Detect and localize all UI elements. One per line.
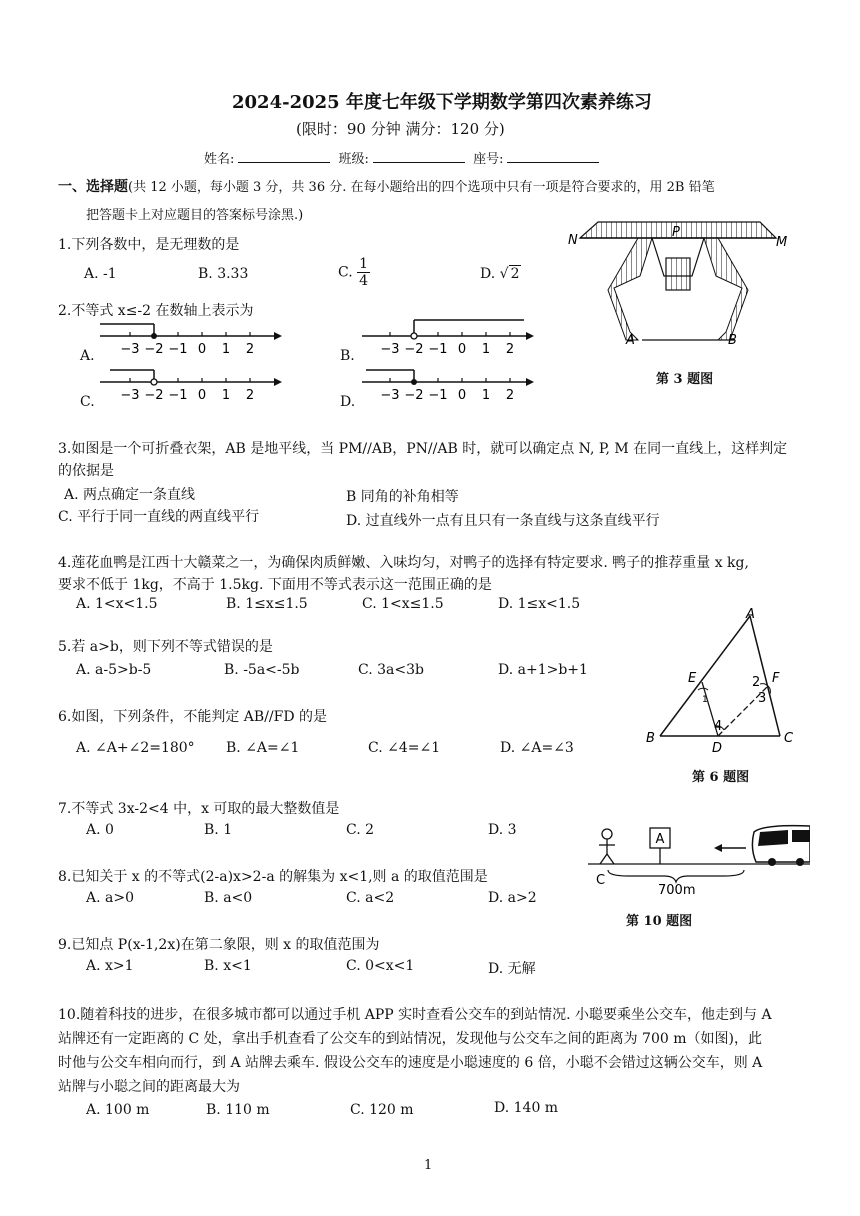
q2-option-d[interactable]: D. bbox=[340, 394, 356, 410]
name-label: 姓名: bbox=[204, 152, 235, 167]
class-blank[interactable] bbox=[373, 150, 465, 163]
tick-label: 1 bbox=[221, 342, 231, 357]
q10-text-1: 10.随着科技的进步，在很多城市都可以通过手机 APP 实时查看公交车的到站情况. 小聪要乘坐公交车，他走到与 A bbox=[58, 1007, 772, 1023]
fig6-caption: 第 6 题图 bbox=[692, 770, 750, 785]
q7-option-d[interactable]: D. 3 bbox=[488, 822, 517, 838]
q2-text: 2.不等式 x≤-2 在数轴上表示为 bbox=[58, 303, 254, 319]
q2-numberline-a bbox=[96, 318, 286, 360]
page-number: 1 bbox=[424, 1158, 433, 1173]
q1-option-b[interactable]: B. 3.33 bbox=[198, 266, 249, 282]
tick-label: 1 bbox=[481, 388, 491, 403]
seat-label: 座号: bbox=[473, 152, 504, 167]
tick-label: −3 bbox=[120, 342, 140, 357]
section-instruction-2: 把答题卡上对应题目的答案标号涂黑.) bbox=[86, 208, 304, 223]
fig10-distance-label: 700m bbox=[658, 883, 696, 894]
q1-option-a[interactable]: A. -1 bbox=[84, 266, 117, 282]
tick-label: 2 bbox=[505, 342, 515, 357]
q2-d-point bbox=[411, 379, 417, 385]
q7-option-c[interactable]: C. 2 bbox=[346, 822, 375, 838]
tick-label: −1 bbox=[428, 342, 448, 357]
q6-text: 6.如图，下列条件，不能判定 AB//FD 的是 bbox=[58, 709, 328, 725]
q6-option-d[interactable]: D. ∠A=∠3 bbox=[500, 740, 574, 756]
q1-fraction bbox=[357, 256, 370, 289]
tick-label: −3 bbox=[380, 342, 400, 357]
q1-option-d[interactable]: D. √ 2 bbox=[480, 266, 520, 282]
q2-a-point bbox=[151, 333, 157, 339]
tick-label: 0 bbox=[457, 342, 467, 357]
q8-option-c[interactable]: C. a<2 bbox=[346, 890, 395, 906]
q4-option-d[interactable]: D. 1≤x<1.5 bbox=[498, 596, 581, 612]
figure-10-bus-stop bbox=[588, 818, 810, 894]
side-ab bbox=[660, 616, 750, 736]
q5-text: 5.若 a>b，则下列不等式错误的是 bbox=[58, 639, 273, 655]
fig6-angle-1: 1 bbox=[702, 695, 708, 705]
q3-option-c[interactable]: C. 平行于同一直线的两直线平行 bbox=[58, 509, 260, 525]
q1-text: 1.下列各数中，是无理数的是 bbox=[58, 237, 240, 253]
q6-option-a[interactable]: A. ∠A+∠2=180° bbox=[76, 740, 195, 756]
q3-text-2: 的依据是 bbox=[58, 463, 114, 479]
fig3-label-p: P bbox=[672, 225, 680, 240]
tick-label: −2 bbox=[404, 388, 424, 403]
tick-label: 0 bbox=[197, 342, 207, 357]
q1-frac-num: 1 bbox=[359, 256, 369, 272]
page-title: 2024-2025 年度七年级下学期数学第四次素养练习 bbox=[232, 92, 652, 113]
q9-option-c[interactable]: C. 0<x<1 bbox=[346, 958, 415, 974]
q4-text-1: 4.莲花血鸭是江西十大赣菜之一，为确保肉质鲜嫩、入味均匀，对鸭子的选择有特定要求. 鸭子的推荐重量 x kg, bbox=[58, 555, 749, 571]
q8-option-a[interactable]: A. a>0 bbox=[86, 890, 134, 906]
tick-label: 0 bbox=[197, 388, 207, 403]
q2-numberline-d bbox=[358, 364, 538, 406]
section-instruction-1: (共 12 小题，每小题 3 分，共 36 分. 在每小题给出的四个选项中只有一项是符合要求的，用 2B 铅笔 bbox=[128, 180, 715, 195]
q7-option-a[interactable]: A. 0 bbox=[86, 822, 114, 838]
tick-label: −1 bbox=[168, 388, 188, 403]
figure-6-triangle bbox=[640, 606, 806, 754]
tick-label: −1 bbox=[168, 342, 188, 357]
arrow-left-icon bbox=[714, 844, 722, 852]
q10-text-2: 站牌还有一定距离的 C 处，拿出手机查看了公交车的到站情况，发现他与公交车之间的距离为 700 m（如图)，此 bbox=[58, 1031, 762, 1047]
q9-option-b[interactable]: B. x<1 bbox=[204, 958, 252, 974]
fig6-label-e: E bbox=[688, 671, 697, 686]
q7-option-b[interactable]: B. 1 bbox=[204, 822, 233, 838]
section-heading bbox=[58, 176, 715, 196]
q1-option-d-label: D. bbox=[480, 266, 496, 282]
fig3-label-b: B bbox=[728, 333, 737, 348]
q2-c-point bbox=[151, 379, 157, 385]
tick-label: −3 bbox=[380, 388, 400, 403]
q10-option-d[interactable]: D. 140 m bbox=[494, 1100, 559, 1116]
q2-option-b[interactable]: B. bbox=[340, 348, 355, 364]
bus-icon bbox=[752, 826, 810, 866]
fig3-label-a: A bbox=[626, 333, 635, 348]
tick-label: 1 bbox=[481, 342, 491, 357]
q1-option-c-label: C. bbox=[338, 264, 353, 281]
q1-frac-den: 4 bbox=[359, 273, 369, 289]
q1-option-c[interactable] bbox=[338, 256, 370, 289]
tick-label: −1 bbox=[428, 388, 448, 403]
q4-text-2: 要求不低于 1kg，不高于 1.5kg. 下面用不等式表示这一范围正确的是 bbox=[58, 577, 492, 593]
tick-label: 2 bbox=[245, 388, 255, 403]
q9-option-a[interactable]: A. x>1 bbox=[86, 958, 134, 974]
fig6-label-a: A bbox=[746, 607, 755, 622]
q3-option-d[interactable]: D. 过直线外一点有且只有一条直线与这条直线平行 bbox=[346, 513, 660, 529]
q10-option-c[interactable]: C. 120 m bbox=[350, 1102, 414, 1118]
fig3-label-n: N bbox=[568, 233, 578, 248]
tick-label: 1 bbox=[221, 388, 231, 403]
q6-option-c[interactable]: C. ∠4=∠1 bbox=[368, 740, 441, 756]
figure-3-clothes-rack bbox=[566, 216, 792, 356]
q6-option-b[interactable]: B. ∠A=∠1 bbox=[226, 740, 300, 756]
class-label: 班级: bbox=[338, 152, 369, 167]
q9-text: 9.已知点 P(x-1,2x)在第二象限，则 x 的取值范围为 bbox=[58, 937, 380, 953]
q5-option-c[interactable]: C. 3a<3b bbox=[358, 662, 424, 678]
q7-text: 7.不等式 3x-2<4 中，x 可取的最大整数值是 bbox=[58, 801, 340, 817]
q10-option-a[interactable]: A. 100 m bbox=[86, 1102, 150, 1118]
q4-option-b[interactable]: B. 1≤x≤1.5 bbox=[226, 596, 308, 612]
q8-option-d[interactable]: D. a>2 bbox=[488, 890, 537, 906]
q2-numberline-c bbox=[96, 364, 286, 406]
q9-option-d[interactable]: D. 无解 bbox=[488, 961, 536, 977]
tick-label: 0 bbox=[457, 388, 467, 403]
fig6-angle-2: 2 bbox=[752, 675, 761, 690]
q8-text: 8.已知关于 x 的不等式(2-a)x>2-a 的解集为 x<1,则 a 的取值范围是 bbox=[58, 869, 488, 885]
distance-brace bbox=[608, 870, 744, 882]
rack-center-block bbox=[666, 258, 690, 290]
tick-label: −2 bbox=[144, 342, 164, 357]
q5-option-d[interactable]: D. a+1>b+1 bbox=[498, 662, 588, 678]
q3-text-1: 3.如图是一个可折叠衣架，AB 是地平线，当 PM//AB，PN//AB 时，就可以确定点 N, P, M 在同一直线上，这样判定 bbox=[58, 441, 788, 457]
fig6-label-f: F bbox=[772, 671, 780, 686]
fig6-angle-3: 3 bbox=[758, 691, 767, 706]
fig6-label-b: B bbox=[646, 731, 655, 746]
q2-option-a[interactable]: A. bbox=[80, 348, 95, 364]
q4-option-c[interactable]: C. 1<x≤1.5 bbox=[362, 596, 444, 612]
fig3-caption: 第 3 题图 bbox=[656, 372, 714, 387]
q3-option-b[interactable]: B 同角的补角相等 bbox=[346, 489, 459, 505]
q10-text-3: 时他与公交车相向而行，到 A 站牌去乘车. 假设公交车的速度是小聪速度的 6 倍，小聪不会错过这辆公交车，则 A bbox=[58, 1055, 763, 1071]
tick-label: −2 bbox=[404, 342, 424, 357]
q8-option-b[interactable]: B. a<0 bbox=[204, 890, 253, 906]
tick-label: −2 bbox=[144, 388, 164, 403]
fig10-stop-label: A bbox=[655, 832, 665, 847]
seat-blank[interactable] bbox=[507, 150, 599, 163]
tick-label: 2 bbox=[505, 388, 515, 403]
section-title: 一、选择题 bbox=[58, 179, 128, 195]
info-line bbox=[204, 148, 603, 167]
fig6-angle-4: 4 bbox=[714, 719, 723, 734]
q1-sqrt: 2 bbox=[510, 266, 520, 282]
fig10-point-label: C bbox=[596, 873, 606, 888]
exam-limits: (限时：90 分钟 满分：120 分) bbox=[296, 120, 505, 138]
q10-option-b[interactable]: B. 110 m bbox=[206, 1102, 270, 1118]
fig3-label-m: M bbox=[776, 235, 788, 250]
person-icon bbox=[602, 829, 612, 839]
q10-text-4: 站牌与小聪之间的距离最大为 bbox=[58, 1079, 240, 1095]
q3-option-a[interactable]: A. 两点确定一条直线 bbox=[64, 487, 196, 503]
q2-b-point bbox=[411, 333, 417, 339]
tick-label: 2 bbox=[245, 342, 255, 357]
fig6-label-c: C bbox=[784, 731, 794, 746]
q2-option-c[interactable]: C. bbox=[80, 394, 95, 410]
q4-option-a[interactable]: A. 1<x<1.5 bbox=[76, 596, 158, 612]
fig6-label-d: D bbox=[712, 741, 723, 754]
tick-label: −3 bbox=[120, 388, 140, 403]
q5-option-b[interactable]: B. -5a<-5b bbox=[224, 662, 300, 678]
q2-numberline-b bbox=[358, 314, 538, 360]
fig10-caption: 第 10 题图 bbox=[626, 914, 693, 929]
q5-option-a[interactable]: A. a-5>b-5 bbox=[76, 662, 152, 678]
name-blank[interactable] bbox=[238, 150, 330, 163]
